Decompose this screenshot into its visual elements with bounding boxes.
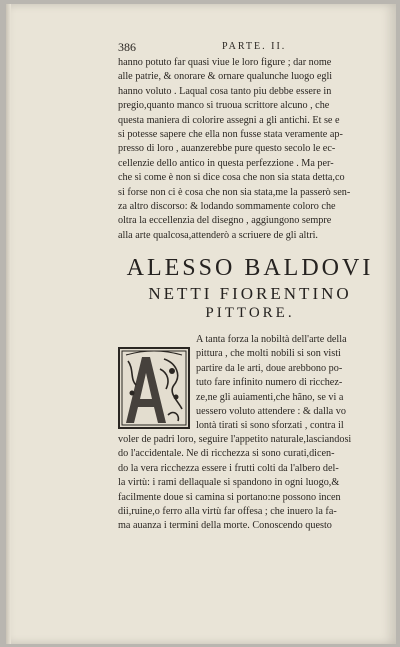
text-line: do l'accidentale. Ne di ricchezza si sono curati,dicen- [118, 448, 335, 460]
text-line: do la vera ricchezza essere i frutti colti da l'albero del- [118, 462, 339, 474]
text-line: pittura , che molti nobili si son visti [196, 348, 341, 360]
paragraph-beside-initial [196, 333, 384, 434]
text-line: pregio,quanto manco si truoua scrittore alcuno , che [118, 100, 330, 112]
text-line: hanno voluto . Laqual cosa tanto piu debbe essere in [118, 85, 332, 97]
text-line: che si come è non si dice cosa che non sia stata detta,co [118, 172, 345, 184]
chapter-title-line1: ALESSO BALDOVI [126, 255, 374, 281]
text-line: si forse non ci è cosa che non sia stata,me la passerò sen- [118, 186, 351, 198]
running-head: PARTE. II. [222, 41, 287, 52]
text-line: lontà tirati si sono sforzati , contra il [196, 420, 344, 432]
text-line: za altro discorso: & lodando sommamente coloro che [118, 200, 336, 212]
page-gutter [6, 4, 11, 644]
text-line: ze,ne gli auiamenti,che hãno, se vi a [196, 391, 344, 403]
text-line: questa maniera di colorire assegni a gli antichi. Et se e [118, 114, 340, 126]
text-line: la virtù: i rami dellaquale si spandono in ogni luogo,& [118, 477, 340, 489]
text-line: A tanta forza la nobiltà dell'arte della [196, 334, 347, 345]
text-line: oltra la eccellenzia del disegno , aggiungono sempre [118, 215, 332, 227]
text-line: cellenzie dello antico in questa perfezzione . Ma per- [118, 157, 334, 169]
text-line: si potesse sapere che ella non fusse stata veramente ap- [118, 128, 343, 140]
paragraph-bottom [118, 433, 384, 534]
text-line: hanno potuto far quasi viue le loro figure ; dar nome [118, 57, 332, 68]
chapter-title-line2: NETTI FIORENTINO [148, 284, 352, 303]
chapter-title-line3: PITTORE. [205, 305, 295, 321]
text-line: uessero voluto attendere : & dalla vo [196, 405, 346, 417]
page-number: 386 [118, 40, 136, 54]
paragraph-top [118, 56, 384, 243]
text-line: alla arte qualcosa,attenderò a scriuere de gli altri. [118, 229, 318, 241]
text-line: voler de padri loro, seguire l'appetito naturale,lasciandosi [118, 434, 352, 445]
ornament-icon [120, 349, 188, 427]
text-line: ma auanza i termini della morte. Conoscendo questo [118, 520, 332, 532]
text-line: alle patrie, & onorare & ornare qualunche luogo egli [118, 71, 333, 83]
text-line: partire da le arti, doue arebbono po- [196, 362, 343, 374]
text-line: presso di loro , auanzerebbe pure questo secolo le ec- [118, 143, 336, 155]
text-line: tuto fare infinito numero di ricchez- [196, 377, 343, 389]
text-line: facilmente doue si camina si portano:ne possono incen [118, 491, 341, 503]
text-line: dii,ruine,o ferro alla virtù far offesa ; che inuero la fa- [118, 505, 337, 517]
decorated-initial-a [118, 347, 190, 429]
page-header [118, 40, 380, 54]
